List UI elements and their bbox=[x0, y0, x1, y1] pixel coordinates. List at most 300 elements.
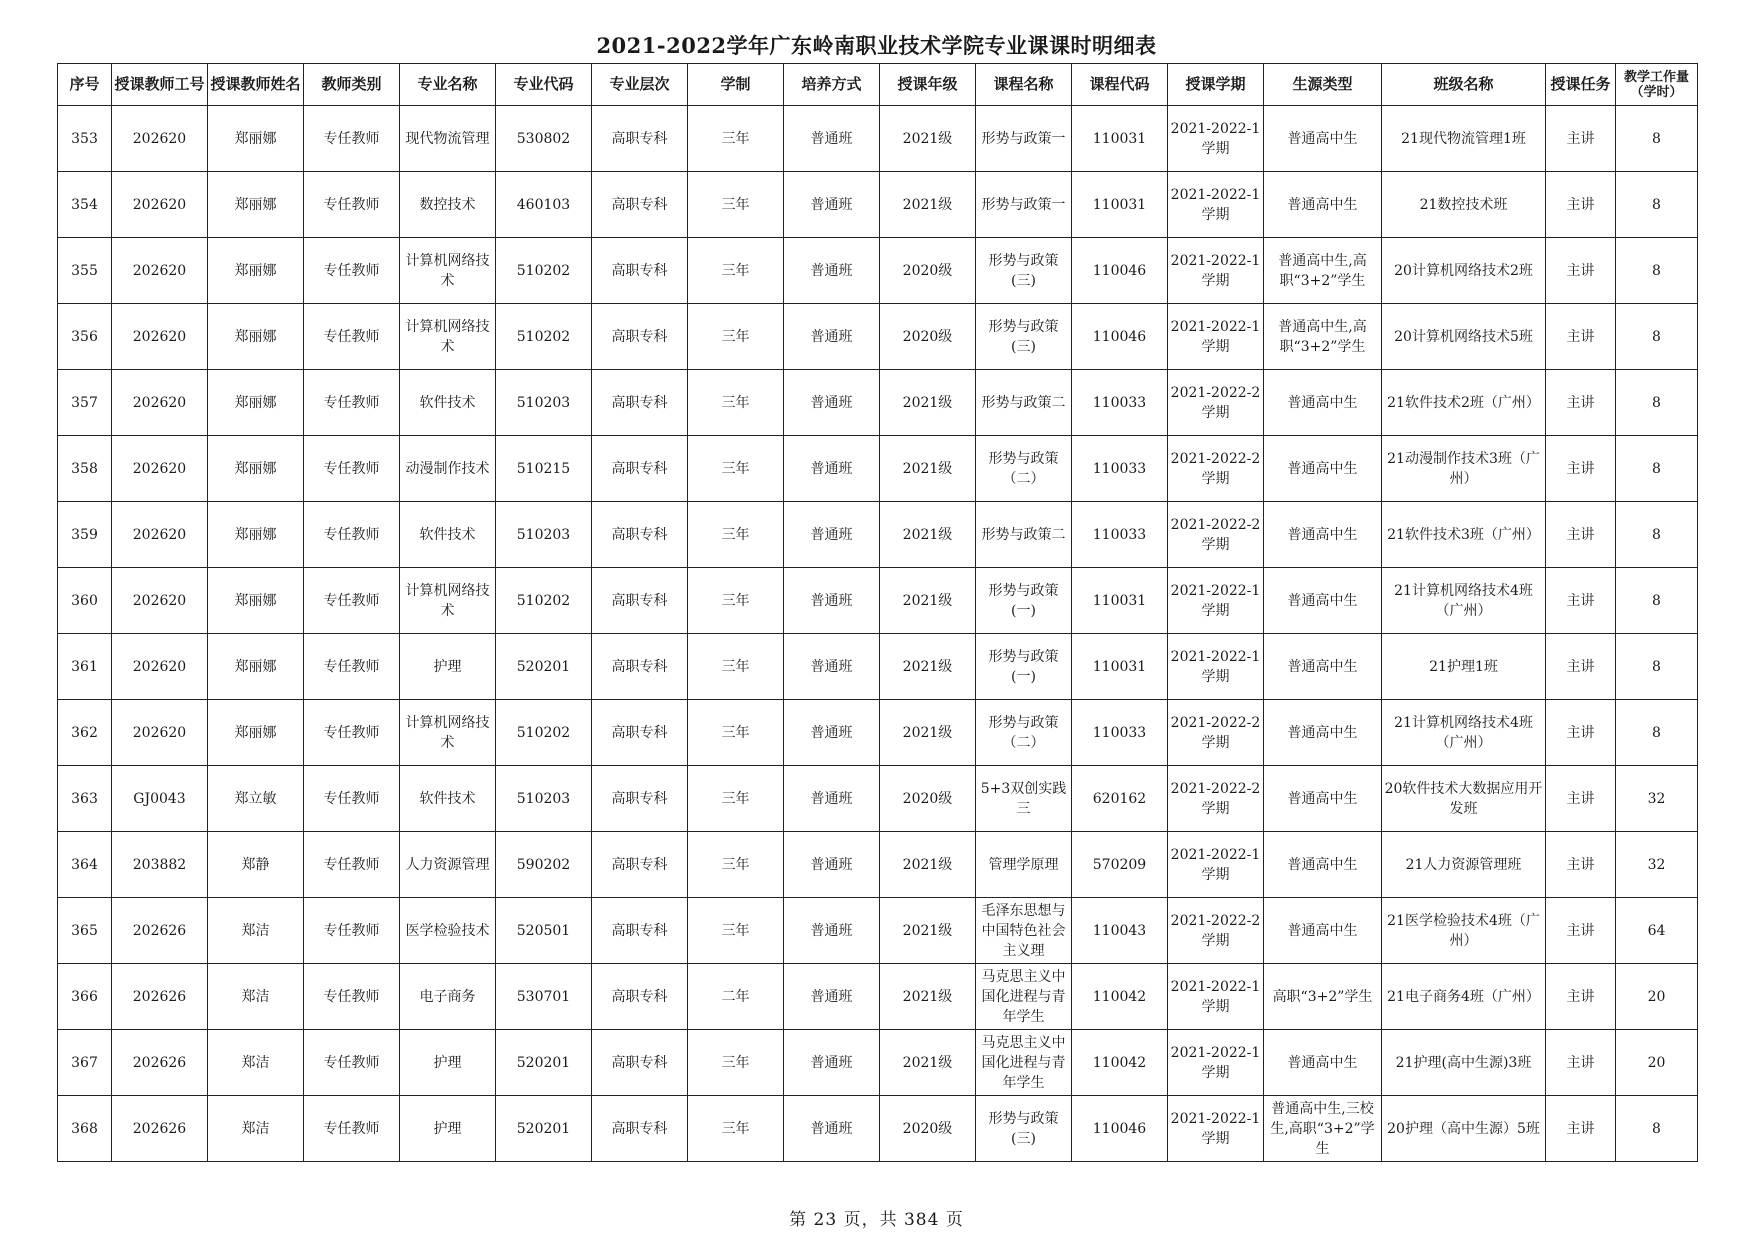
table-cell bbox=[784, 238, 880, 304]
column-header: 授课年级 bbox=[880, 64, 976, 106]
table-cell bbox=[592, 502, 688, 568]
table-cell bbox=[208, 304, 304, 370]
table-cell bbox=[304, 238, 400, 304]
cell-text: 2021-2022-2学期 bbox=[1170, 516, 1261, 553]
table-cell bbox=[496, 106, 592, 172]
table-cell bbox=[1072, 436, 1168, 502]
table-cell bbox=[1616, 634, 1698, 700]
table-cell bbox=[1546, 370, 1616, 436]
cell-text: 110031 bbox=[1092, 130, 1147, 147]
table-cell bbox=[304, 1030, 400, 1096]
table-cell bbox=[1546, 106, 1616, 172]
table-cell bbox=[496, 1030, 592, 1096]
cell-text: 专任教师 bbox=[323, 988, 380, 1005]
table-cell bbox=[1382, 238, 1546, 304]
table-cell bbox=[1382, 568, 1546, 634]
table-cell bbox=[304, 502, 400, 568]
table-cell bbox=[592, 898, 688, 964]
table-cell bbox=[880, 832, 976, 898]
table-cell bbox=[112, 370, 208, 436]
table-cell bbox=[208, 766, 304, 832]
table-cell bbox=[976, 898, 1072, 964]
table-cell bbox=[592, 370, 688, 436]
table-cell bbox=[1072, 238, 1168, 304]
table-cell bbox=[1616, 898, 1698, 964]
cell-text: 2021-2022-1学期 bbox=[1170, 1110, 1261, 1147]
table-cell bbox=[1264, 898, 1382, 964]
cell-text: 202626 bbox=[132, 1120, 187, 1137]
table-cell bbox=[1072, 964, 1168, 1030]
cell-text: 主讲 bbox=[1566, 196, 1595, 213]
column-header: 教师类别 bbox=[304, 64, 400, 106]
table-cell bbox=[400, 898, 496, 964]
cell-text: 二年 bbox=[721, 988, 750, 1005]
table-cell bbox=[784, 172, 880, 238]
cell-text: 365 bbox=[71, 922, 98, 939]
cell-text: 359 bbox=[71, 526, 98, 543]
table-cell bbox=[1072, 568, 1168, 634]
table-cell bbox=[1264, 370, 1382, 436]
cell-text: 普通班 bbox=[810, 394, 853, 411]
table-cell bbox=[880, 370, 976, 436]
table-cell bbox=[688, 898, 784, 964]
table-cell bbox=[688, 1096, 784, 1162]
table-cell bbox=[1168, 898, 1264, 964]
table-header-row bbox=[58, 64, 1698, 106]
cell-text: 三年 bbox=[721, 262, 750, 279]
cell-text: 郑丽娜 bbox=[234, 130, 277, 147]
table-cell bbox=[1546, 700, 1616, 766]
cell-text: 形势与政策（二） bbox=[988, 450, 1059, 487]
cell-text: 510203 bbox=[516, 394, 571, 411]
table-cell bbox=[208, 370, 304, 436]
cell-text: 5+3双创实践三 bbox=[980, 780, 1067, 817]
page-title: 2021-2022学年广东岭南职业技术学院专业课课时明细表 bbox=[596, 33, 1157, 58]
table-row bbox=[58, 1096, 1698, 1162]
cell-text: 20计算机网络技术5班 bbox=[1394, 328, 1533, 345]
cell-text: 21现代物流管理1班 bbox=[1401, 130, 1526, 147]
cell-text: 普通高中生 bbox=[1287, 592, 1358, 609]
table-row bbox=[58, 1030, 1698, 1096]
cell-text: 计算机网络技术 bbox=[405, 582, 490, 619]
column-header: 课程代码 bbox=[1072, 64, 1168, 106]
table-cell bbox=[1072, 1030, 1168, 1096]
table-row bbox=[58, 502, 1698, 568]
cell-text: 2021级 bbox=[902, 856, 953, 873]
table-cell bbox=[976, 766, 1072, 832]
cell-text: 郑丽娜 bbox=[234, 460, 277, 477]
table-cell bbox=[58, 238, 112, 304]
cell-text: 高职专科 bbox=[611, 196, 668, 213]
table-cell bbox=[784, 1030, 880, 1096]
cell-text: 21护理1班 bbox=[1429, 658, 1498, 675]
cell-text: 郑静 bbox=[241, 856, 270, 873]
table-cell bbox=[976, 1030, 1072, 1096]
cell-text: 形势与政策二 bbox=[981, 526, 1066, 543]
table-cell bbox=[1168, 1096, 1264, 1162]
cell-text: 8 bbox=[1652, 658, 1661, 675]
cell-text: 2021-2022-1学期 bbox=[1170, 846, 1261, 883]
cell-text: 2021-2022-1学期 bbox=[1170, 252, 1261, 289]
table-cell bbox=[880, 502, 976, 568]
table-cell bbox=[208, 106, 304, 172]
cell-text: 32 bbox=[1647, 790, 1666, 807]
table-cell bbox=[1168, 832, 1264, 898]
cell-text: 普通班 bbox=[810, 328, 853, 345]
cell-text: 郑洁 bbox=[241, 1120, 270, 1137]
course-hours-table bbox=[57, 63, 1698, 1162]
cell-text: 郑洁 bbox=[241, 988, 270, 1005]
table-cell bbox=[1616, 766, 1698, 832]
cell-text: 590202 bbox=[516, 856, 571, 873]
column-header: 授课教师工号 bbox=[112, 64, 208, 106]
table-cell bbox=[208, 436, 304, 502]
table-cell bbox=[1072, 502, 1168, 568]
table-cell bbox=[496, 898, 592, 964]
cell-text: 530802 bbox=[516, 130, 571, 147]
column-header: 授课教师姓名 bbox=[208, 64, 304, 106]
cell-text: 8 bbox=[1652, 724, 1661, 741]
cell-text: 动漫制作技术 bbox=[405, 460, 490, 477]
table-cell bbox=[1616, 568, 1698, 634]
cell-text: 护理 bbox=[433, 1054, 462, 1071]
table-cell bbox=[58, 568, 112, 634]
table-cell bbox=[688, 436, 784, 502]
cell-text: 32 bbox=[1647, 856, 1666, 873]
table-cell bbox=[304, 568, 400, 634]
table-cell bbox=[58, 700, 112, 766]
table-cell bbox=[592, 700, 688, 766]
table-cell bbox=[112, 898, 208, 964]
cell-text: 三年 bbox=[721, 196, 750, 213]
cell-text: 主讲 bbox=[1566, 592, 1595, 609]
cell-text: 367 bbox=[71, 1054, 98, 1071]
cell-text: 202620 bbox=[132, 130, 187, 147]
cell-text: 普通高中生 bbox=[1287, 658, 1358, 675]
table-cell bbox=[784, 304, 880, 370]
table-cell bbox=[784, 898, 880, 964]
cell-text: 2021级 bbox=[902, 196, 953, 213]
table-cell bbox=[400, 1030, 496, 1096]
cell-text: 355 bbox=[71, 262, 98, 279]
table-cell bbox=[1616, 1030, 1698, 1096]
cell-text: 普通高中生 bbox=[1287, 460, 1358, 477]
cell-text: 202620 bbox=[132, 658, 187, 675]
cell-text: GJ0043 bbox=[133, 790, 186, 807]
table-cell bbox=[976, 304, 1072, 370]
cell-text: 郑丽娜 bbox=[234, 724, 277, 741]
table-cell bbox=[880, 634, 976, 700]
table-cell bbox=[688, 106, 784, 172]
cell-text: 形势与政策(三) bbox=[988, 252, 1059, 289]
cell-text: 368 bbox=[71, 1120, 98, 1137]
table-cell bbox=[112, 1096, 208, 1162]
table-cell bbox=[1382, 832, 1546, 898]
cell-text: 21人力资源管理班 bbox=[1405, 856, 1522, 873]
table-row bbox=[58, 436, 1698, 502]
table-cell bbox=[400, 568, 496, 634]
table-cell bbox=[976, 106, 1072, 172]
table-cell bbox=[1264, 436, 1382, 502]
table-cell bbox=[1264, 304, 1382, 370]
table-cell bbox=[496, 832, 592, 898]
table-cell bbox=[1546, 304, 1616, 370]
cell-text: 三年 bbox=[721, 1054, 750, 1071]
cell-text: 8 bbox=[1652, 1120, 1661, 1137]
table-cell bbox=[304, 436, 400, 502]
table-cell bbox=[784, 436, 880, 502]
table-cell bbox=[688, 502, 784, 568]
table-row bbox=[58, 370, 1698, 436]
cell-text: 高职专科 bbox=[611, 658, 668, 675]
column-header: 授课任务 bbox=[1546, 64, 1616, 106]
table-cell bbox=[784, 502, 880, 568]
table-cell bbox=[592, 106, 688, 172]
cell-text: 高职专科 bbox=[611, 328, 668, 345]
cell-text: 510203 bbox=[516, 790, 571, 807]
table-cell bbox=[592, 172, 688, 238]
table-cell bbox=[1616, 1096, 1698, 1162]
cell-text: 460103 bbox=[516, 196, 571, 213]
cell-text: 计算机网络技术 bbox=[405, 714, 490, 751]
table-cell bbox=[112, 832, 208, 898]
table-cell bbox=[1168, 700, 1264, 766]
cell-text: 郑丽娜 bbox=[234, 592, 277, 609]
cell-text: 2020级 bbox=[902, 328, 953, 345]
table-row bbox=[58, 766, 1698, 832]
table-row bbox=[58, 832, 1698, 898]
cell-text: 202620 bbox=[132, 262, 187, 279]
cell-text: 郑丽娜 bbox=[234, 658, 277, 675]
table-cell bbox=[1264, 700, 1382, 766]
cell-text: 人力资源管理 bbox=[405, 856, 490, 873]
cell-text: 110033 bbox=[1092, 724, 1147, 741]
column-header: 课程名称 bbox=[976, 64, 1072, 106]
table-cell bbox=[592, 766, 688, 832]
table-cell bbox=[496, 370, 592, 436]
cell-text: 110033 bbox=[1092, 460, 1147, 477]
table-cell bbox=[58, 634, 112, 700]
table-cell bbox=[496, 502, 592, 568]
table-cell bbox=[304, 370, 400, 436]
cell-text: 三年 bbox=[721, 460, 750, 477]
table-cell bbox=[1072, 766, 1168, 832]
table-cell bbox=[784, 964, 880, 1030]
table-cell bbox=[1168, 436, 1264, 502]
cell-text: 软件技术 bbox=[419, 790, 476, 807]
cell-text: 2020级 bbox=[902, 1120, 953, 1137]
cell-text: 计算机网络技术 bbox=[405, 252, 490, 289]
table-cell bbox=[688, 568, 784, 634]
cell-text: 8 bbox=[1652, 130, 1661, 147]
cell-text: 三年 bbox=[721, 658, 750, 675]
cell-text: 高职专科 bbox=[611, 130, 668, 147]
table-row bbox=[58, 106, 1698, 172]
table-cell bbox=[1616, 238, 1698, 304]
cell-text: 专任教师 bbox=[323, 328, 380, 345]
cell-text: 8 bbox=[1652, 328, 1661, 345]
cell-text: 110033 bbox=[1092, 526, 1147, 543]
table-cell bbox=[1546, 766, 1616, 832]
table-cell bbox=[592, 568, 688, 634]
cell-text: 普通班 bbox=[810, 922, 853, 939]
table-cell bbox=[880, 172, 976, 238]
cell-text: 高职专科 bbox=[611, 922, 668, 939]
table-cell bbox=[1264, 964, 1382, 1030]
table-cell bbox=[58, 304, 112, 370]
table-cell bbox=[1382, 436, 1546, 502]
table-cell bbox=[688, 766, 784, 832]
table-cell bbox=[58, 370, 112, 436]
cell-text: 三年 bbox=[721, 130, 750, 147]
table-cell bbox=[688, 1030, 784, 1096]
table-cell bbox=[976, 1096, 1072, 1162]
cell-text: 510202 bbox=[516, 262, 571, 279]
cell-text: 2021-2022-1学期 bbox=[1170, 186, 1261, 223]
cell-text: 普通班 bbox=[810, 262, 853, 279]
cell-text: 354 bbox=[71, 196, 98, 213]
table-cell bbox=[688, 700, 784, 766]
cell-text: 专任教师 bbox=[323, 658, 380, 675]
table-cell bbox=[304, 700, 400, 766]
cell-text: 2021-2022-1学期 bbox=[1170, 120, 1261, 157]
table-cell bbox=[592, 964, 688, 1030]
cell-text: 普通高中生 bbox=[1287, 394, 1358, 411]
cell-text: 郑丽娜 bbox=[234, 328, 277, 345]
table-cell bbox=[58, 898, 112, 964]
table-cell bbox=[304, 898, 400, 964]
table-cell bbox=[880, 898, 976, 964]
cell-text: 形势与政策(一) bbox=[988, 582, 1059, 619]
cell-text: 21护理(高中生源)3班 bbox=[1395, 1054, 1532, 1071]
cell-text: 主讲 bbox=[1566, 526, 1595, 543]
cell-text: 主讲 bbox=[1566, 1120, 1595, 1137]
table-cell bbox=[784, 766, 880, 832]
cell-text: 20护理（高中生源）5班 bbox=[1387, 1120, 1540, 1137]
cell-text: 2021-2022-2学期 bbox=[1170, 450, 1261, 487]
table-row bbox=[58, 634, 1698, 700]
table-cell bbox=[688, 304, 784, 370]
cell-text: 21电子商务4班（广州） bbox=[1387, 988, 1540, 1005]
table-row bbox=[58, 304, 1698, 370]
table-cell bbox=[784, 634, 880, 700]
cell-text: 三年 bbox=[721, 394, 750, 411]
cell-text: 普通高中生,高职“3+2”学生 bbox=[1278, 252, 1367, 289]
table-cell bbox=[688, 832, 784, 898]
table-cell bbox=[1072, 700, 1168, 766]
cell-text: 郑洁 bbox=[241, 1054, 270, 1071]
cell-text: 形势与政策一 bbox=[981, 196, 1066, 213]
cell-text: 高职专科 bbox=[611, 394, 668, 411]
table-cell bbox=[688, 634, 784, 700]
cell-text: 主讲 bbox=[1566, 724, 1595, 741]
table-cell bbox=[304, 1096, 400, 1162]
cell-text: 2021-2022-1学期 bbox=[1170, 318, 1261, 355]
table-cell bbox=[400, 832, 496, 898]
cell-text: 357 bbox=[71, 394, 98, 411]
table-cell bbox=[58, 172, 112, 238]
cell-text: 202620 bbox=[132, 724, 187, 741]
table-cell bbox=[208, 700, 304, 766]
table-cell bbox=[112, 172, 208, 238]
table-cell bbox=[784, 106, 880, 172]
cell-text: 主讲 bbox=[1566, 790, 1595, 807]
cell-text: 高职专科 bbox=[611, 262, 668, 279]
table-cell bbox=[1546, 1030, 1616, 1096]
cell-text: 360 bbox=[71, 592, 98, 609]
cell-text: 计算机网络技术 bbox=[405, 318, 490, 355]
table-cell bbox=[496, 238, 592, 304]
table-cell bbox=[400, 436, 496, 502]
cell-text: 8 bbox=[1652, 196, 1661, 213]
table-cell bbox=[1264, 172, 1382, 238]
cell-text: 普通班 bbox=[810, 592, 853, 609]
cell-text: 专任教师 bbox=[323, 196, 380, 213]
table-cell bbox=[208, 172, 304, 238]
table-body bbox=[58, 106, 1698, 1162]
table-cell bbox=[1382, 1030, 1546, 1096]
cell-text: 202620 bbox=[132, 460, 187, 477]
table-cell bbox=[496, 304, 592, 370]
table-cell bbox=[58, 436, 112, 502]
table-cell bbox=[880, 436, 976, 502]
table-cell bbox=[1168, 106, 1264, 172]
cell-text: 专任教师 bbox=[323, 130, 380, 147]
cell-text: 2021级 bbox=[902, 988, 953, 1005]
cell-text: 数控技术 bbox=[419, 196, 476, 213]
table-cell bbox=[784, 370, 880, 436]
table-cell bbox=[1616, 832, 1698, 898]
cell-text: 三年 bbox=[721, 592, 750, 609]
cell-text: 2021-2022-2学期 bbox=[1170, 780, 1261, 817]
cell-text: 8 bbox=[1652, 460, 1661, 477]
cell-text: 三年 bbox=[721, 790, 750, 807]
table-cell bbox=[1072, 1096, 1168, 1162]
cell-text: 郑洁 bbox=[241, 922, 270, 939]
table-cell bbox=[688, 172, 784, 238]
cell-text: 郑丽娜 bbox=[234, 394, 277, 411]
table-cell bbox=[496, 634, 592, 700]
table-cell bbox=[400, 304, 496, 370]
table-cell bbox=[1616, 502, 1698, 568]
cell-text: 专任教师 bbox=[323, 922, 380, 939]
cell-text: 普通高中生 bbox=[1287, 856, 1358, 873]
table-cell bbox=[1072, 832, 1168, 898]
table-cell bbox=[1616, 106, 1698, 172]
column-header: 序号 bbox=[58, 64, 112, 106]
table-cell bbox=[400, 634, 496, 700]
table-cell bbox=[58, 964, 112, 1030]
table-cell bbox=[1168, 964, 1264, 1030]
cell-text: 郑丽娜 bbox=[234, 526, 277, 543]
cell-text: 2021级 bbox=[902, 922, 953, 939]
table-cell bbox=[688, 238, 784, 304]
cell-text: 21计算机网络技术4班（广州） bbox=[1394, 582, 1533, 619]
cell-text: 2021-2022-1学期 bbox=[1170, 582, 1261, 619]
table-cell bbox=[592, 1096, 688, 1162]
cell-text: 普通班 bbox=[810, 526, 853, 543]
table-cell bbox=[112, 106, 208, 172]
table-cell bbox=[208, 898, 304, 964]
cell-text: 普通班 bbox=[810, 988, 853, 1005]
table-row bbox=[58, 568, 1698, 634]
table-cell bbox=[58, 1030, 112, 1096]
table-cell bbox=[976, 370, 1072, 436]
cell-text: 110046 bbox=[1092, 1120, 1147, 1137]
cell-text: 普通高中生 bbox=[1287, 790, 1358, 807]
table-cell bbox=[1168, 370, 1264, 436]
cell-text: 21动漫制作技术3班（广州） bbox=[1387, 450, 1540, 487]
